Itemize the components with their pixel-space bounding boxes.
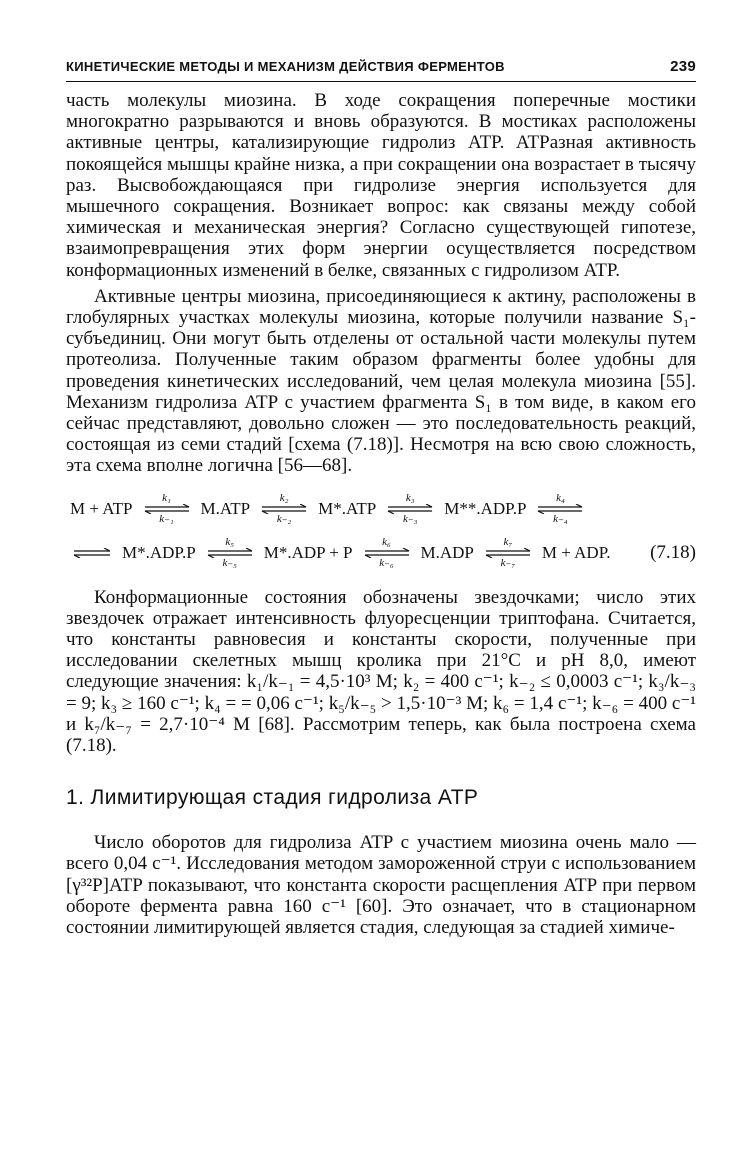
rate-constant-k-7: k₋₇ xyxy=(500,556,516,569)
species-m-star-atp: M*.ATP xyxy=(318,498,377,518)
rate-constant-k3: k₃ xyxy=(405,491,415,504)
section-heading: 1. Лимитирующая стадия гидролиза ATP xyxy=(66,786,479,810)
scheme-row-2 xyxy=(66,535,696,571)
equilibrium-arrow-4 xyxy=(536,493,584,525)
rate-constant-k2: k₂ xyxy=(279,491,289,504)
equilibrium-arrow-7 xyxy=(484,537,532,569)
rate-constant-k-1: k₋₁ xyxy=(159,512,174,525)
equilibrium-arrow-5 xyxy=(206,537,254,569)
paragraph-2: Активные центры миозина, присоединяющиеся к актину, расположены в глобулярных участках молекулы миозина, которые получили название S₁-субъединиц. Они могут быть отделены от остальной части молекулы путем протеолиза. Полученные таким образом фрагменты более удобны для проведения кинетических исследований, чем целая молекула миозина [55]. Механизм гидролиза ATP с участием фрагмента S₁ в том виде, в каком его сейчас представляют, довольно сложен — это последовательность реакций, состоящая из семи стадий [схема (7.18)]. Несмотря на всю свою сложность, эта схема вполне логична [56—68]. xyxy=(66,285,696,477)
equation-number: (7.18) xyxy=(650,541,696,563)
rate-constant-k1: k₁ xyxy=(162,491,171,504)
species-m-star-adp-plus-p: M*.ADP + P xyxy=(263,542,353,562)
equilibrium-arrow-2 xyxy=(260,493,308,525)
rate-constant-k7: k₇ xyxy=(503,535,513,548)
rate-constant-k-6: k₋₆ xyxy=(379,556,394,569)
species-m-adp: M.ADP xyxy=(420,542,474,562)
species-m-atp: M + ATP xyxy=(70,498,133,518)
rate-constant-k-3: k₋₃ xyxy=(402,512,418,525)
equilibrium-arrow-1 xyxy=(143,493,191,525)
rate-constant-k-5: k₋₅ xyxy=(222,556,237,569)
rate-constant-k5: k₅ xyxy=(225,535,235,548)
rate-constant-k-2: k₋₂ xyxy=(276,512,292,525)
paragraph-3: Конформационные состояния обозначены звездочками; число этих звездочек отражает интенсивность флуоресценции триптофана. Считается, что константы равновесия и константы скорости, полученные при исследовании скелетных мышц кролика при 21°C и pH 8,0, имеют следующие значения: k₁/k₋₁ = 4,5·10³ M; k₂ = 400 с⁻¹; k₋₂ ≤ 0,0003 с⁻¹; k₃/k₋₃ = 9; k₃ ≥ 160 с⁻¹; k₄ = = 0,06 с⁻¹; k₅/k₋₅ > 1,5·10⁻³ M; k₆ = 1,4 с⁻¹; k₋₆ = 400 с⁻¹ и k₇/k₋₇ = 2,7·10⁻⁴ M [68]. Рассмотрим теперь, как была построена схема (7.18). xyxy=(66,586,696,757)
reaction-scheme xyxy=(66,491,696,571)
page xyxy=(66,58,696,938)
running-header xyxy=(66,58,696,82)
paragraph-4: Число оборотов для гидролиза ATP с участием миозина очень мало — всего 0,04 с⁻¹. Исследования методом замороженной струи с использованием [γ³²P]ATP показывают, что константа скорости расщепления ATP при первом обороте фермента равна 160 с⁻¹ [60]. Это означает, что в стационарном состоянии лимитирующей является стадия, следующая за стадией химиче- xyxy=(66,832,696,939)
rate-constant-k4: k₄ xyxy=(556,491,565,504)
species-m-star-adp-p: M*.ADP.P xyxy=(122,542,196,562)
body-text-continued xyxy=(66,587,696,757)
page-number: 239 xyxy=(670,58,696,75)
rate-constant-k-4: k₋₄ xyxy=(553,512,568,525)
scheme-row-1 xyxy=(66,491,696,527)
equilibrium-arrow-icon xyxy=(72,548,112,558)
rate-constant-k6: k₆ xyxy=(382,535,391,548)
equilibrium-arrow-3 xyxy=(386,493,434,525)
species-m-plus-adp: M + ADP. xyxy=(541,542,611,562)
species-m-2star-adp-p: M**.ADP.P xyxy=(444,498,527,518)
body-text xyxy=(66,90,696,477)
equilibrium-arrow-continuation xyxy=(72,548,112,558)
paragraph-1: часть молекулы миозина. В ходе сокращения поперечные мостики многократно разрываются и вновь образуются. В мостиках расположены активные центры, катализирующие гидролиз ATP. ATPазная активность покоящейся мышцы крайне низка, а при сокращении она возрастает в тысячу раз. Высвобождающаяся при гидролизе энергия используется для мышечного сокращения. Возникает вопрос: как связаны между собой химическая и механическая энергия? Согласно существующей гипотезе, взаимопревращения этих форм энергии осуществляется посредством конформационных изменений в белке, связанных с гидролизом ATP. xyxy=(66,90,696,281)
species-m-dot-atp: M.ATP xyxy=(200,498,251,518)
running-header-title: КИНЕТИЧЕСКИЕ МЕТОДЫ И МЕХАНИЗМ ДЕЙСТВИЯ ФЕРМЕНТОВ xyxy=(66,59,505,74)
body-text-section xyxy=(66,832,696,938)
equilibrium-arrow-6 xyxy=(363,537,411,569)
